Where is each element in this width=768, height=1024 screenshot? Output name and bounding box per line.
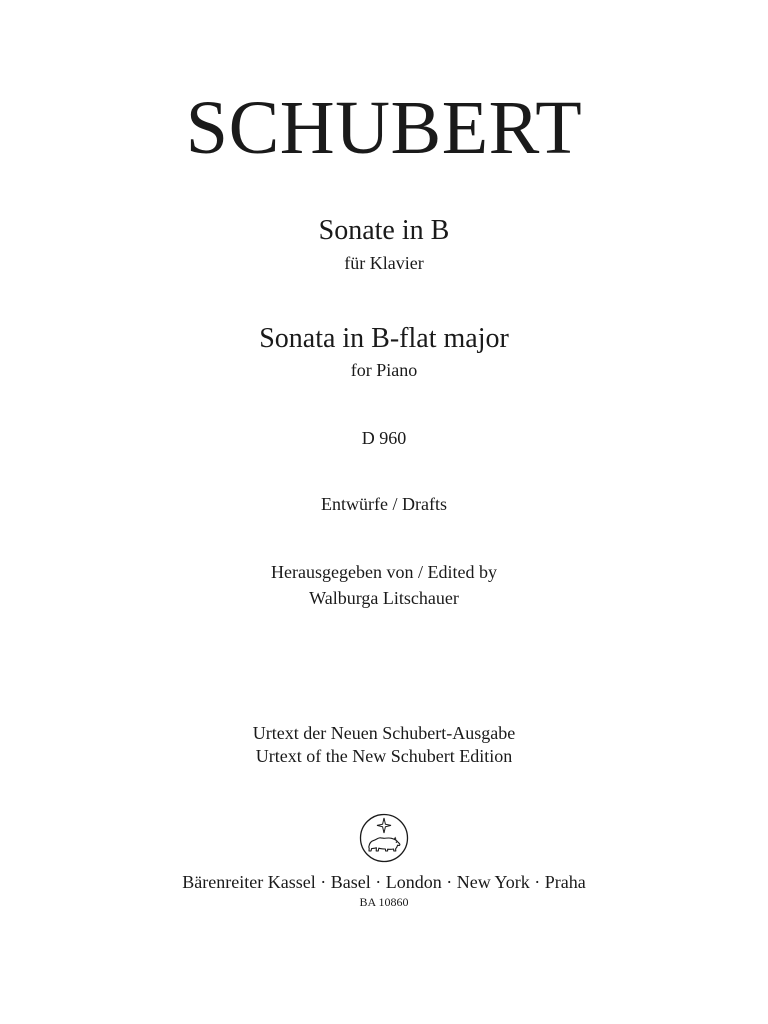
urtext-english: Urtext of the New Schubert Edition <box>255 746 513 766</box>
editor-name: Walburga Litschauer <box>309 588 459 608</box>
subtitle-english: for Piano <box>350 360 418 380</box>
drafts-label: Entwürfe / Drafts <box>321 494 447 514</box>
publisher-line: Bärenreiter Kassel · Basel · London · New York · Praha <box>182 872 586 892</box>
baerenreiter-bear-star-icon <box>358 812 410 864</box>
edited-by-label: Herausgegeben von / Edited by <box>271 562 497 582</box>
composer-name: SCHUBERT <box>185 86 583 170</box>
title-german: Sonate in B <box>318 215 450 246</box>
catalog-number: D 960 <box>361 428 407 448</box>
title-english: Sonata in B-flat major <box>259 323 509 354</box>
order-number: BA 10860 <box>359 895 409 909</box>
urtext-german: Urtext der Neuen Schubert-Ausgabe <box>252 723 516 743</box>
subtitle-german: für Klavier <box>344 253 424 273</box>
